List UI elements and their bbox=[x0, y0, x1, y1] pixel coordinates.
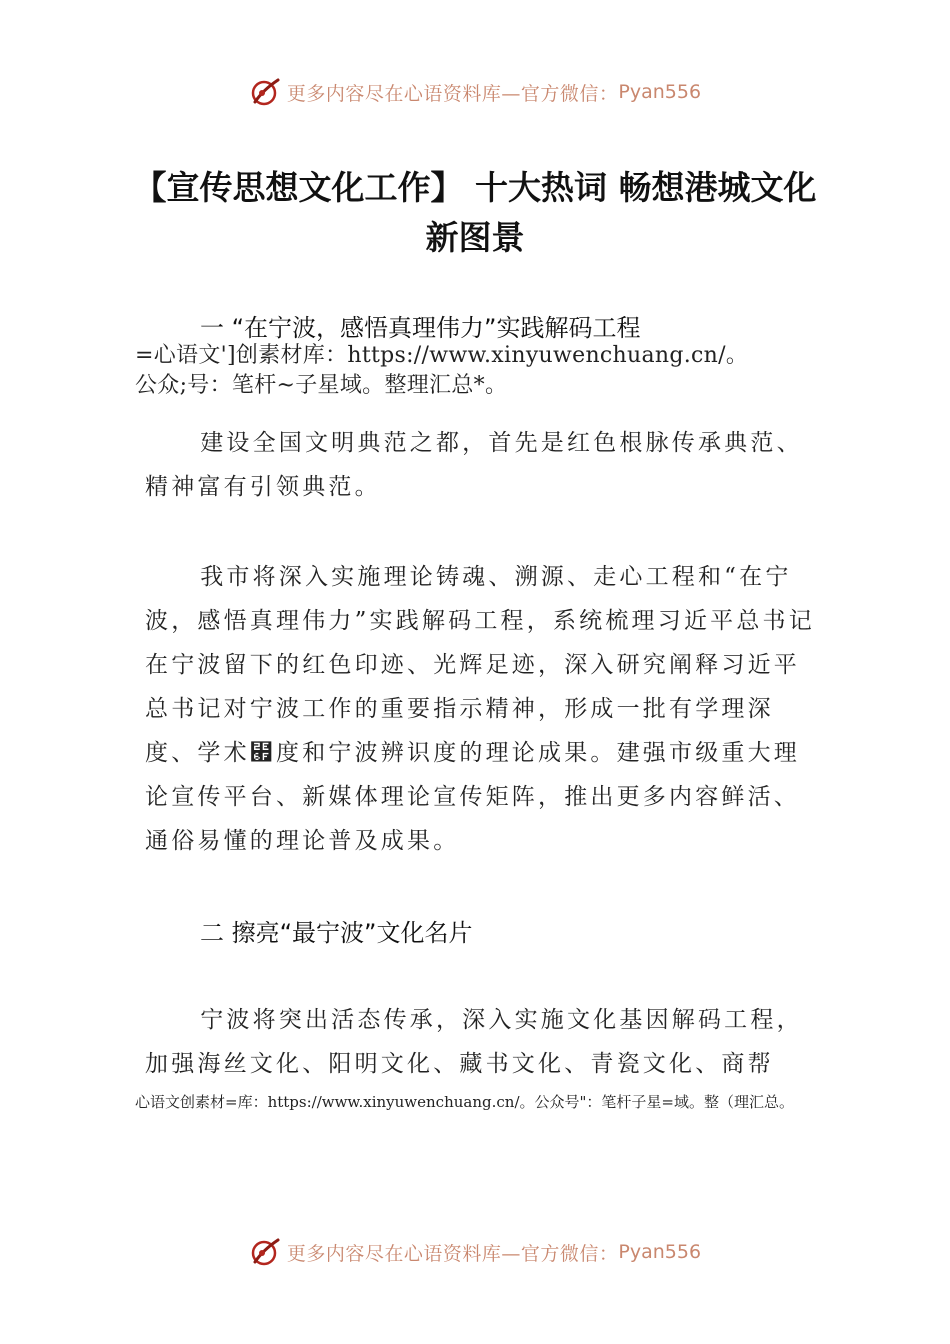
section-2-paragraph-1: 宁波将突出活态传承，深入实施文化基因解码工程，加强海丝文化、阳明文化、藏书文化、青瓷文化、商帮 bbox=[145, 1007, 803, 1077]
section-2-heading: 二 擦亮“最宁波”文化名片 bbox=[200, 919, 473, 947]
section-1-heading: 一 “在宁波，感悟真理伟力”实践解码工程 bbox=[200, 314, 641, 342]
document-title: 【宣传思想文化工作】 十大热词 畅想港城文化新图景 bbox=[133, 168, 817, 257]
section-1-paragraph-1: 建设全国文明典范之都，首先是红色根脉传承典范、精神富有引领典范。 bbox=[145, 430, 803, 500]
watermark-line-2: 公众;号：笔杆~子星域。整理汇总*。 bbox=[135, 373, 508, 398]
brush-logo-icon bbox=[249, 1236, 281, 1268]
section-1-paragraph-2: 我市将深入实施理论铸魂、溯源、走心工程和“在宁波，感悟真理伟力”实践解码工程，系统梳理习近平总书记在宁波留下的红色印迹、光辉足迹，深入研究阐释习近平总书记对宁波工作的重要指示精神，形成一批有学理深度、学术⹯度和宁波辨识度的理论成果。建强市级重大理论宣传平台、新媒体理论宣传矩阵，推出更多内容鲜活、通俗易懂的理论普及成果。 bbox=[145, 564, 815, 854]
watermark-line-1: =心语文']创素材库：https://www.xinyuwenchuang.cn/。 bbox=[135, 343, 749, 368]
banner-text: 更多内容尽在心语资料库—官方微信： bbox=[286, 1242, 619, 1265]
banner-wechat-id: Pyan556 bbox=[618, 1241, 702, 1263]
header-banner bbox=[0, 72, 950, 112]
footer-watermark: 心语文创素材=库：https://www.xinyuwenchuang.cn/。公众号"：笔杆子星=域。整（理汇总。 bbox=[135, 1093, 794, 1111]
banner-text: 更多内容尽在心语资料库—官方微信： bbox=[286, 82, 619, 105]
footer-banner bbox=[0, 1232, 950, 1272]
banner-wechat-id: Pyan556 bbox=[618, 81, 702, 103]
brush-logo-icon bbox=[249, 76, 281, 108]
